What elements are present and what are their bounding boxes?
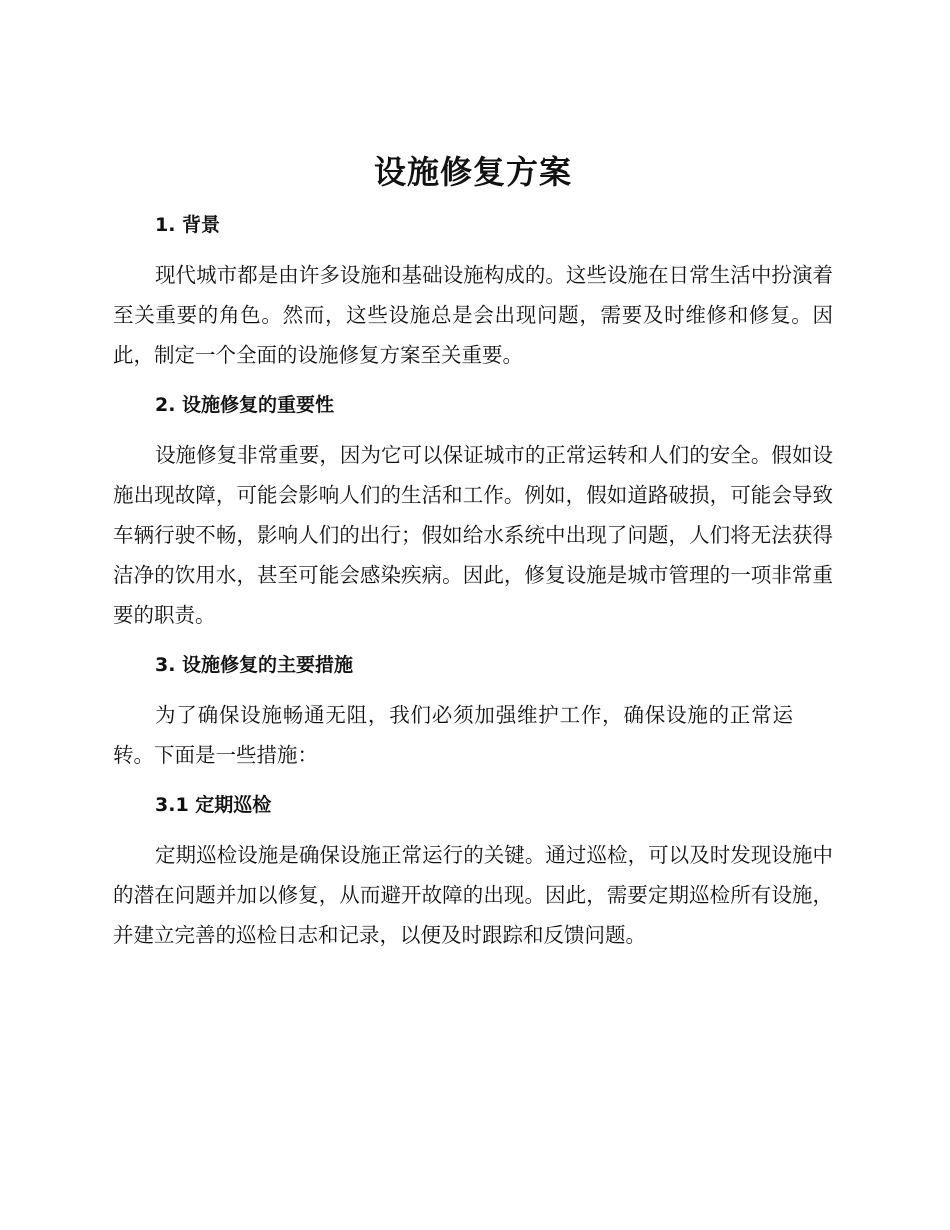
document-page: [113, 148, 833, 971]
section-background: [113, 211, 833, 375]
section-heading: 3.1 定期巡检: [155, 794, 272, 816]
section-paragraph: 定期巡检设施是确保设施正常运行的关键。通过巡检，可以及时发现设施中的潜在问题并加以修复，从而避开故障的出现。因此，需要定期巡检所有设施，并建立完善的巡检日志和记录，以便及时跟踪和反馈问题。: [113, 843, 833, 947]
section-main-measures: [113, 651, 833, 775]
section-importance: [113, 391, 833, 635]
section-heading: 2. 设施修复的重要性: [155, 394, 335, 416]
section-heading: 3. 设施修复的主要措施: [155, 654, 354, 676]
section-heading: 1. 背景: [155, 214, 221, 236]
section-regular-inspection: [113, 791, 833, 955]
section-paragraph: 设施修复非常重要，因为它可以保证城市的正常运转和人们的安全。假如设施出现故障，可能会影响人们的生活和工作。例如，假如道路破损，可能会导致车辆行驶不畅，影响人们的出行；假如给水系统中出现了问题，人们将无法获得洁净的饮用水，甚至可能会感染疾病。因此，修复设施是城市管理的一项非常重要的职责。: [113, 443, 833, 627]
section-paragraph: 现代城市都是由许多设施和基础设施构成的。这些设施在日常生活中扮演着至关重要的角色。然而，这些设施总是会出现问题，需要及时维修和修复。因此，制定一个全面的设施修复方案至关重要。: [113, 263, 833, 367]
section-paragraph: 为了确保设施畅通无阻，我们必须加强维护工作，确保设施的正常运转。下面是一些措施：: [113, 703, 793, 767]
document-title: 设施修复方案: [373, 153, 572, 191]
